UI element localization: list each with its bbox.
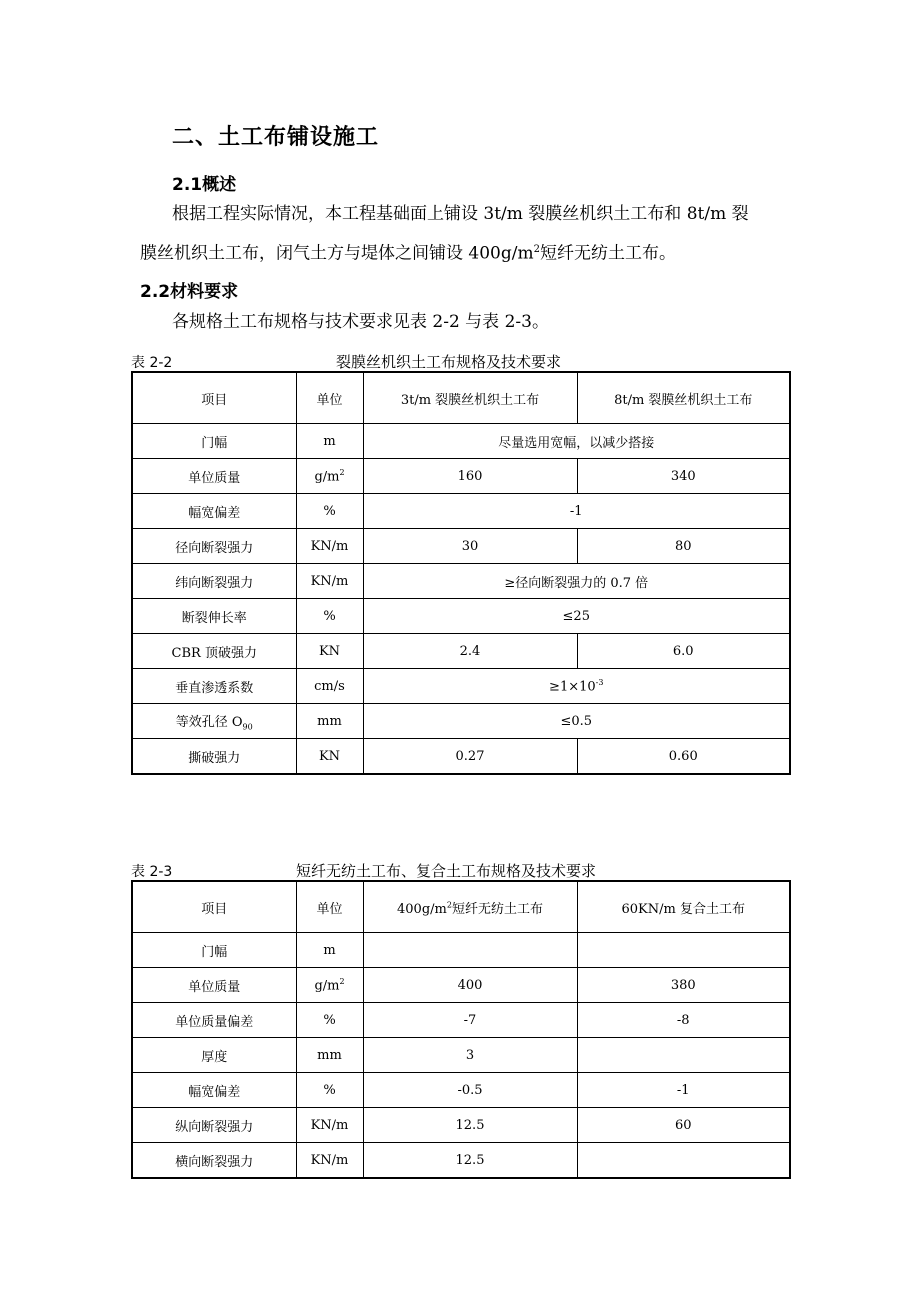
table-cell [577, 1143, 790, 1179]
header-text-b: 短纤无纺土工布 [451, 901, 543, 917]
table-cell: 单位质量偏差 [132, 1003, 296, 1038]
table-row [132, 564, 790, 599]
table-cell [577, 933, 790, 968]
unit-text: g/m [314, 978, 340, 994]
table-cell: 0.60 [577, 739, 790, 775]
table-cell: -1 [577, 1073, 790, 1108]
table1-header-8t: 8t/m 裂膜丝机织土工布 [577, 372, 790, 424]
item-text: 等效孔径 O [175, 714, 243, 730]
paragraph-2-1-sup: 2 [533, 244, 540, 255]
table-cell [363, 933, 577, 968]
table-cell: 380 [577, 968, 790, 1003]
table1-header-item: 项目 [132, 372, 296, 424]
table-cell: ≤0.5 [363, 704, 790, 739]
unit-text: g/m [314, 469, 340, 485]
table-cell: KN [296, 739, 363, 775]
table2-title: 短纤无纺土工布、复合土工布规格及技术要求 [296, 862, 597, 880]
table-row [132, 529, 790, 564]
header-text: 400g/m [397, 901, 447, 917]
unit-sup: 2 [339, 467, 345, 477]
table-cell [363, 669, 790, 704]
table-cell: -8 [577, 1003, 790, 1038]
table-row [132, 1108, 790, 1143]
table-row [132, 424, 790, 459]
table-row [132, 1038, 790, 1073]
paragraph-2-1-line2-a: 膜丝机织土工布，闭气土方与堤体之间铺设 400g/m [140, 243, 534, 264]
table-row [132, 968, 790, 1003]
table2-header-unit: 单位 [296, 881, 363, 933]
table-cell: 尽量选用宽幅，以减少搭接 [363, 424, 790, 459]
table-row [132, 459, 790, 494]
value-sup: -3 [595, 677, 604, 687]
table-row [132, 933, 790, 968]
table-cell: KN/m [296, 1108, 363, 1143]
table-cell: 单位质量 [132, 459, 296, 494]
table-cell: mm [296, 704, 363, 739]
table-row [132, 599, 790, 634]
table-row [132, 1073, 790, 1108]
table-cell: % [296, 1073, 363, 1108]
table-cell: 横向断裂强力 [132, 1143, 296, 1179]
unit-sup: 2 [339, 976, 345, 986]
heading-2-1: 2.1概述 [172, 175, 237, 195]
table-row [132, 634, 790, 669]
table-cell: 400 [363, 968, 577, 1003]
item-sub: 90 [242, 722, 253, 732]
heading-2-2: 2.2材料要求 [140, 282, 239, 302]
table-cell: 60 [577, 1108, 790, 1143]
table-row [132, 704, 790, 739]
table-cell: KN/m [296, 529, 363, 564]
table1-title: 裂膜丝机织土工布规格及技术要求 [336, 353, 562, 371]
table-cell: 30 [363, 529, 577, 564]
table2-header-400g [363, 881, 577, 933]
table-cell: KN/m [296, 564, 363, 599]
table-cell: -1 [363, 494, 790, 529]
table-cell: ≤25 [363, 599, 790, 634]
paragraph-2-1-line2 [140, 232, 676, 272]
table-cell: 单位质量 [132, 968, 296, 1003]
table-cell: 径向断裂强力 [132, 529, 296, 564]
table2-header-row [132, 881, 790, 933]
table-cell: % [296, 599, 363, 634]
table-row [132, 739, 790, 775]
table-cell: 门幅 [132, 933, 296, 968]
table-cell: 0.27 [363, 739, 577, 775]
table-cell: cm/s [296, 669, 363, 704]
table-cell: 幅宽偏差 [132, 1073, 296, 1108]
table-cell: 纬向断裂强力 [132, 564, 296, 599]
table-cell: 门幅 [132, 424, 296, 459]
table-cell: 断裂伸长率 [132, 599, 296, 634]
table-cell: 6.0 [577, 634, 790, 669]
table-cell: 撕破强力 [132, 739, 296, 775]
table1-number: 表 2-2 [131, 355, 173, 371]
table-row [132, 669, 790, 704]
table1 [131, 371, 791, 775]
table-cell: ≥径向断裂强力的 0.7 倍 [363, 564, 790, 599]
table2-header-item: 项目 [132, 881, 296, 933]
table-cell: 160 [363, 459, 577, 494]
table-cell: 12.5 [363, 1143, 577, 1179]
table-cell: % [296, 494, 363, 529]
table2 [131, 880, 791, 1179]
table-row [132, 1003, 790, 1038]
table-cell: mm [296, 1038, 363, 1073]
table-row [132, 1143, 790, 1179]
table-cell: -7 [363, 1003, 577, 1038]
table-cell: 垂直渗透系数 [132, 669, 296, 704]
table-cell [577, 1038, 790, 1073]
section-title: 二、土工布铺设施工 [172, 125, 380, 150]
table1-header-3t: 3t/m 裂膜丝机织土工布 [363, 372, 577, 424]
table-cell: m [296, 933, 363, 968]
table-cell: % [296, 1003, 363, 1038]
table-cell: m [296, 424, 363, 459]
table-cell: CBR 顶破强力 [132, 634, 296, 669]
table1-header-row [132, 372, 790, 424]
table-row [132, 494, 790, 529]
table-cell: 12.5 [363, 1108, 577, 1143]
table-cell [296, 459, 363, 494]
table-cell: 3 [363, 1038, 577, 1073]
table-cell: 340 [577, 459, 790, 494]
table-cell: 2.4 [363, 634, 577, 669]
table-cell: KN/m [296, 1143, 363, 1179]
table-cell: KN [296, 634, 363, 669]
table-cell: 纵向断裂强力 [132, 1108, 296, 1143]
table1-header-unit: 单位 [296, 372, 363, 424]
value-text: ≥1×10 [549, 679, 596, 695]
table-cell: 80 [577, 529, 790, 564]
paragraph-2-1-line1: 根据工程实际情况，本工程基础面上铺设 3t/m 裂膜丝机织土工布和 8t/m 裂 [172, 204, 749, 224]
table-cell [132, 704, 296, 739]
table2-header-60kn: 60KN/m 复合土工布 [577, 881, 790, 933]
table-cell: 厚度 [132, 1038, 296, 1073]
table-cell: -0.5 [363, 1073, 577, 1108]
paragraph-2-2-line1: 各规格土工布规格与技术要求见表 2-2 与表 2-3。 [172, 312, 549, 332]
paragraph-2-1-line2-b: 短纤无纺土工布。 [539, 243, 676, 264]
table-cell [296, 968, 363, 1003]
table2-number: 表 2-3 [131, 864, 173, 880]
header-sup: 2 [446, 900, 452, 910]
table-cell: 幅宽偏差 [132, 494, 296, 529]
